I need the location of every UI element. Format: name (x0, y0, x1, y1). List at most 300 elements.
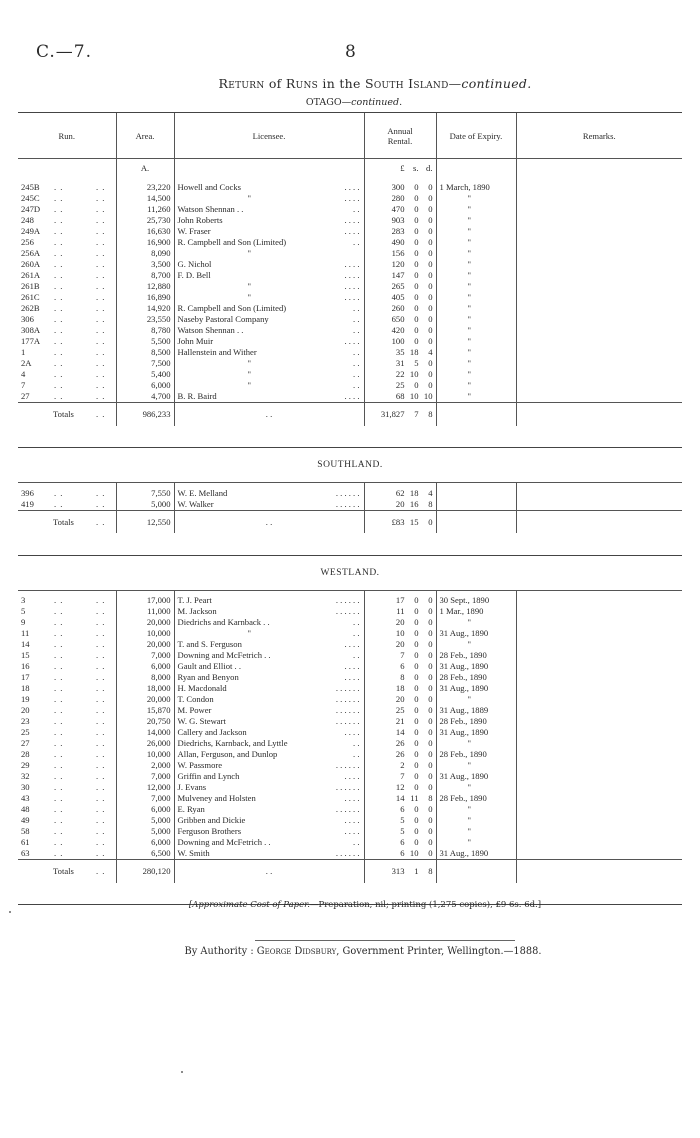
rental-cell (364, 837, 436, 848)
table-row (18, 738, 682, 749)
table-row (18, 314, 682, 325)
expiry-date: " (467, 215, 472, 225)
remarks-cell (516, 226, 682, 237)
rental-pounds: 62 (395, 487, 405, 498)
area-cell: 8,700 (116, 270, 174, 281)
run-leader: . . (54, 595, 64, 605)
expiry-date: " (467, 815, 472, 825)
remarks-cell (516, 760, 682, 771)
run-cell (18, 369, 116, 380)
run-number: 16 (21, 661, 30, 671)
rental-pence: 0 (428, 716, 433, 726)
area-cell: 10,000 (116, 749, 174, 760)
licensee-leader: . . . . . . (335, 716, 360, 726)
run-leader: . . (96, 281, 106, 291)
licensee-leader: . . . . (344, 815, 360, 825)
section-heading-row (18, 555, 682, 590)
run-leader: . . (54, 738, 64, 748)
run-number: 261C (21, 292, 40, 302)
rental-cell (364, 369, 436, 380)
rental-shillings: 0 (414, 248, 419, 258)
run-cell (18, 226, 116, 237)
unit-pounds: £ (400, 163, 405, 173)
area-cell: 12,880 (116, 281, 174, 292)
licensee-name: John Roberts (177, 215, 223, 225)
rental-cell (364, 793, 436, 804)
rental-pounds: 20 (395, 617, 405, 627)
run-cell (18, 595, 116, 606)
area-cell: 8,780 (116, 325, 174, 336)
area-cell: 5,400 (116, 369, 174, 380)
rental-pounds: 6 (400, 837, 405, 847)
rental-pence: 0 (428, 760, 433, 770)
licensee-name: Watson Shennan . . (177, 204, 244, 214)
run-cell (18, 672, 116, 683)
run-number: 306 (21, 314, 34, 324)
licensee-leader: . . (353, 738, 360, 748)
remarks-cell (516, 347, 682, 358)
run-cell (18, 639, 116, 650)
licensee-name: Allan, Ferguson, and Dunlop (177, 749, 278, 759)
run-leader: . . (54, 325, 64, 335)
licensee-cell (174, 358, 364, 369)
area-cell: 11,000 (116, 606, 174, 617)
run-leader: . . (96, 837, 106, 847)
licensee-cell (174, 314, 364, 325)
rental-shillings: 10 (409, 848, 419, 858)
area-cell: 18,000 (116, 683, 174, 694)
area-cell: 14,500 (116, 193, 174, 204)
table-row (18, 793, 682, 804)
run-leader: . . (96, 826, 106, 836)
run-cell (18, 248, 116, 259)
run-leader: . . (54, 204, 64, 214)
licensee-leader: . . (353, 325, 360, 335)
licensee-cell (174, 336, 364, 347)
rental-pounds: 25 (395, 380, 405, 390)
expiry-date: " (467, 325, 472, 335)
area-cell: 8,500 (116, 347, 174, 358)
table-row (18, 182, 682, 193)
totals-expiry (436, 510, 516, 533)
run-leader: . . (54, 358, 64, 368)
rental-pence: 0 (428, 595, 433, 605)
expiry-date: 28 Feb., 1890 (439, 793, 487, 803)
run-leader: . . (96, 380, 106, 390)
rental-pounds: 903 (391, 215, 405, 225)
run-cell (18, 760, 116, 771)
expiry-cell (436, 303, 516, 314)
rental-cell (364, 628, 436, 639)
run-leader: . . (96, 749, 106, 759)
licensee-leader: . . . . (344, 727, 360, 737)
rental-shillings: 0 (414, 815, 419, 825)
table-row (18, 804, 682, 815)
licensee-leader: . . . . (344, 182, 360, 192)
run-cell (18, 347, 116, 358)
run-cell (18, 259, 116, 270)
rental-pence: 4 (428, 347, 433, 357)
table-row (18, 499, 682, 511)
run-cell (18, 694, 116, 705)
rental-cell (364, 738, 436, 749)
licensee-name: Hallenstein and Wither (177, 347, 257, 357)
licensee-name: T. and S. Ferguson (177, 639, 242, 649)
run-number: 17 (21, 672, 30, 682)
rental-pence: 0 (428, 705, 433, 715)
area-cell: 5,000 (116, 499, 174, 511)
remarks-cell (516, 749, 682, 760)
run-cell (18, 628, 116, 639)
run-number: 3 (21, 595, 26, 605)
licensee-cell (174, 694, 364, 705)
rental-shillings: 0 (414, 639, 419, 649)
expiry-cell (436, 639, 516, 650)
area-cell: 14,920 (116, 303, 174, 314)
expiry-cell (436, 325, 516, 336)
expiry-cell (436, 793, 516, 804)
run-number: 19 (21, 694, 30, 704)
run-number: 1 (21, 347, 26, 357)
expiry-date: " (467, 237, 472, 247)
totals-dots: . . (174, 860, 364, 883)
rental-shillings: 0 (414, 727, 419, 737)
run-leader: . . (54, 837, 64, 847)
rental-pence: 0 (428, 661, 433, 671)
page-subtitle (0, 97, 700, 108)
rental-pounds: 14 (395, 727, 405, 737)
run-number: 27 (21, 391, 30, 401)
remarks-cell (516, 617, 682, 628)
run-leader: . . (96, 815, 106, 825)
rental-pounds: 12 (395, 782, 405, 792)
run-number: 11 (21, 628, 30, 638)
totals-pounds: 313 (391, 866, 405, 876)
run-leader: . . (96, 215, 106, 225)
title-word-return: Return (218, 76, 265, 91)
rental-pounds: 420 (391, 325, 405, 335)
run-leader: . . (96, 314, 106, 324)
rental-cell (364, 270, 436, 281)
licensee-cell (174, 193, 364, 204)
expiry-cell (436, 848, 516, 860)
run-number: 260A (21, 259, 41, 269)
remarks-cell (516, 606, 682, 617)
rental-cell (364, 595, 436, 606)
run-leader: . . (54, 650, 64, 660)
run-number: 396 (21, 487, 34, 498)
area-cell: 4,700 (116, 391, 174, 403)
expiry-cell (436, 347, 516, 358)
licensee-name: Mulveney and Holsten (177, 793, 256, 803)
run-leader: . . (54, 248, 64, 258)
run-leader: . . (54, 303, 64, 313)
rental-shillings: 0 (414, 672, 419, 682)
remarks-cell (516, 237, 682, 248)
run-cell (18, 771, 116, 782)
licensee-name: R. Campbell and Son (Limited) (177, 237, 287, 247)
rental-cell (364, 182, 436, 193)
expiry-cell (436, 606, 516, 617)
rental-pounds: 6 (400, 848, 405, 858)
rental-pounds: 17 (395, 595, 405, 605)
run-leader: . . (54, 694, 64, 704)
run-leader: . . (96, 848, 106, 858)
licensee-leader: . . . . (344, 336, 360, 346)
totals-remarks (516, 860, 682, 883)
rental-pounds: 300 (391, 182, 405, 192)
rental-pounds: 100 (391, 336, 405, 346)
rental-shillings: 0 (414, 771, 419, 781)
rental-cell (364, 292, 436, 303)
rental-pounds: 14 (395, 793, 405, 803)
run-number: 14 (21, 639, 30, 649)
licensee-leader: . . . . (344, 259, 360, 269)
expiry-date: 31 Aug., 1890 (439, 661, 489, 671)
expiry-date: " (467, 760, 472, 770)
paper-speck (181, 1071, 183, 1073)
run-leader: . . (54, 716, 64, 726)
licensee-name: " (247, 193, 252, 203)
expiry-date: " (467, 281, 472, 291)
footer-rule (255, 940, 515, 941)
run-number: 245C (21, 193, 40, 203)
run-cell (18, 804, 116, 815)
rental-shillings: 0 (414, 281, 419, 291)
run-leader: . . (54, 391, 64, 401)
rental-shillings: 0 (414, 705, 419, 715)
table-row (18, 661, 682, 672)
table-row (18, 606, 682, 617)
remarks-cell (516, 738, 682, 749)
table-row (18, 488, 682, 499)
licensee-cell (174, 259, 364, 270)
run-leader: . . (96, 204, 106, 214)
run-number: 49 (21, 815, 30, 825)
area-cell: 25,730 (116, 215, 174, 226)
table-row (18, 215, 682, 226)
area-cell: 6,000 (116, 837, 174, 848)
expiry-cell (436, 749, 516, 760)
expiry-date: " (467, 639, 472, 649)
licensee-leader: . . (353, 358, 360, 368)
run-number: 29 (21, 760, 30, 770)
rental-shillings: 0 (414, 826, 419, 836)
rental-pounds: 2 (400, 760, 405, 770)
area-cell: 23,550 (116, 314, 174, 325)
rental-pence: 0 (428, 204, 433, 214)
remarks-cell (516, 488, 682, 499)
licensee-leader: . . . . . . (335, 498, 360, 509)
run-cell (18, 683, 116, 694)
run-leader: . . (54, 672, 64, 682)
rental-pounds: 147 (391, 270, 405, 280)
rental-pounds: 7 (400, 771, 405, 781)
run-cell (18, 499, 116, 511)
run-leader: . . (54, 347, 64, 357)
rental-pence: 0 (428, 815, 433, 825)
rental-shillings: 18 (409, 347, 419, 357)
licensee-leader: . . (353, 749, 360, 759)
expiry-cell (436, 237, 516, 248)
licensee-name: Naseby Pastoral Company (177, 314, 269, 324)
licensee-leader: . . . . (344, 672, 360, 682)
area-cell: 11,260 (116, 204, 174, 215)
rental-pounds: 20 (395, 498, 405, 509)
run-leader: . . (96, 727, 106, 737)
area-cell: 14,000 (116, 727, 174, 738)
run-cell (18, 848, 116, 860)
licensee-name: Gault and Elliot . . (177, 661, 241, 671)
expiry-date: 31 Aug., 1890 (439, 848, 489, 858)
run-cell (18, 281, 116, 292)
rental-pounds: 650 (391, 314, 405, 324)
paper-speck (9, 911, 11, 913)
rental-pounds: 5 (400, 815, 405, 825)
expiry-date: 1 Mar., 1890 (439, 606, 484, 616)
expiry-date: " (467, 804, 472, 814)
rental-shillings: 0 (414, 595, 419, 605)
licensee-leader: . . . . (344, 793, 360, 803)
rental-units (364, 159, 436, 178)
expiry-date: " (467, 782, 472, 792)
licensee-name: R. Campbell and Son (Limited) (177, 303, 287, 313)
expiry-date: 28 Feb., 1890 (439, 749, 487, 759)
remarks-cell (516, 215, 682, 226)
rental-pounds: 156 (391, 248, 405, 258)
run-number: 245B (21, 182, 40, 192)
rental-pence: 0 (428, 650, 433, 660)
expiry-cell (436, 336, 516, 347)
rental-pence: 0 (428, 782, 433, 792)
run-cell (18, 815, 116, 826)
licensee-cell (174, 815, 364, 826)
licensee-leader: . . . . . . (335, 694, 360, 704)
column-header-area: Area. (116, 113, 174, 159)
area-cell: 5,500 (116, 336, 174, 347)
licensee-name: Ferguson Brothers (177, 826, 242, 836)
licensee-name: " (247, 628, 252, 638)
licensee-leader: . . . . (344, 281, 360, 291)
rental-cell (364, 215, 436, 226)
licensee-cell (174, 391, 364, 403)
run-leader: . . (96, 498, 106, 509)
rental-shillings: 11 (410, 793, 419, 803)
area-cell: 20,750 (116, 716, 174, 727)
run-leader: . . (54, 193, 64, 203)
rental-shillings: 0 (414, 380, 419, 390)
expiry-date: " (467, 314, 472, 324)
rental-pence: 0 (428, 270, 433, 280)
rental-pounds: 490 (391, 237, 405, 247)
rental-pence: 0 (428, 606, 433, 616)
rental-shillings: 10 (409, 391, 419, 401)
rental-cell (364, 639, 436, 650)
authority-prefix: By Authority : (184, 946, 254, 957)
run-leader: . . (54, 487, 64, 498)
section-heading: SOUTHLAND. (18, 448, 682, 483)
area-cell: 7,000 (116, 793, 174, 804)
rental-cell (364, 314, 436, 325)
rental-pence: 0 (428, 683, 433, 693)
totals-row (18, 860, 682, 883)
expiry-date: 31 Aug., 1890 (439, 771, 489, 781)
table-row (18, 672, 682, 683)
rental-pounds: 5 (400, 826, 405, 836)
expiry-cell (436, 380, 516, 391)
rental-pounds: 120 (391, 259, 405, 269)
remarks-cell (516, 204, 682, 215)
run-leader: . . (96, 303, 106, 313)
totals-pence: 8 (428, 409, 433, 419)
licensee-leader: . . (353, 347, 360, 357)
rental-cell (364, 694, 436, 705)
expiry-date: 28 Feb., 1890 (439, 650, 487, 660)
expiry-date: " (467, 204, 472, 214)
run-number: 32 (21, 771, 30, 781)
licensee-leader: . . . . (344, 270, 360, 280)
rental-shillings: 0 (414, 628, 419, 638)
run-leader: . . (54, 826, 64, 836)
rental-pence: 0 (428, 804, 433, 814)
rental-cell (364, 672, 436, 683)
licensee-leader: . . . . (344, 226, 360, 236)
expiry-date: " (467, 248, 472, 258)
run-cell (18, 782, 116, 793)
expiry-cell (436, 204, 516, 215)
expiry-cell (436, 499, 516, 511)
remarks-cell (516, 358, 682, 369)
table-row (18, 617, 682, 628)
rental-header-line1: Annual (387, 125, 413, 136)
rental-pence: 0 (428, 281, 433, 291)
licensee-cell (174, 837, 364, 848)
rental-pence: 0 (428, 639, 433, 649)
expiry-cell (436, 270, 516, 281)
licensee-name: G. Nichol (177, 259, 212, 269)
run-leader: . . (54, 760, 64, 770)
run-cell (18, 193, 116, 204)
licensee-leader: . . (353, 237, 360, 247)
licensee-leader: . . . . (344, 193, 360, 203)
expiry-date: " (467, 380, 472, 390)
rental-cell (364, 391, 436, 403)
remarks-cell (516, 314, 682, 325)
licensee-cell (174, 826, 364, 837)
totals-pence: 8 (428, 866, 433, 876)
totals-expiry (436, 860, 516, 883)
cost-label: [Approximate Cost of Paper. (188, 900, 310, 910)
rental-pounds: 280 (391, 193, 405, 203)
rental-shillings: 0 (414, 738, 419, 748)
expiry-cell (436, 281, 516, 292)
rental-pence: 0 (428, 248, 433, 258)
licensee-name: Downing and McFetrich . . (177, 837, 271, 847)
area-cell: 7,000 (116, 650, 174, 661)
expiry-cell (436, 826, 516, 837)
licensee-cell (174, 848, 364, 860)
table-row (18, 650, 682, 661)
totals-pounds: 31,827 (380, 409, 405, 419)
remarks-cell (516, 771, 682, 782)
expiry-cell (436, 672, 516, 683)
rental-pence: 0 (428, 617, 433, 627)
run-leader: . . (54, 270, 64, 280)
licensee-name: " (247, 292, 252, 302)
remarks-cell (516, 380, 682, 391)
totals-leader: . . (96, 516, 106, 527)
rental-shillings: 0 (414, 270, 419, 280)
